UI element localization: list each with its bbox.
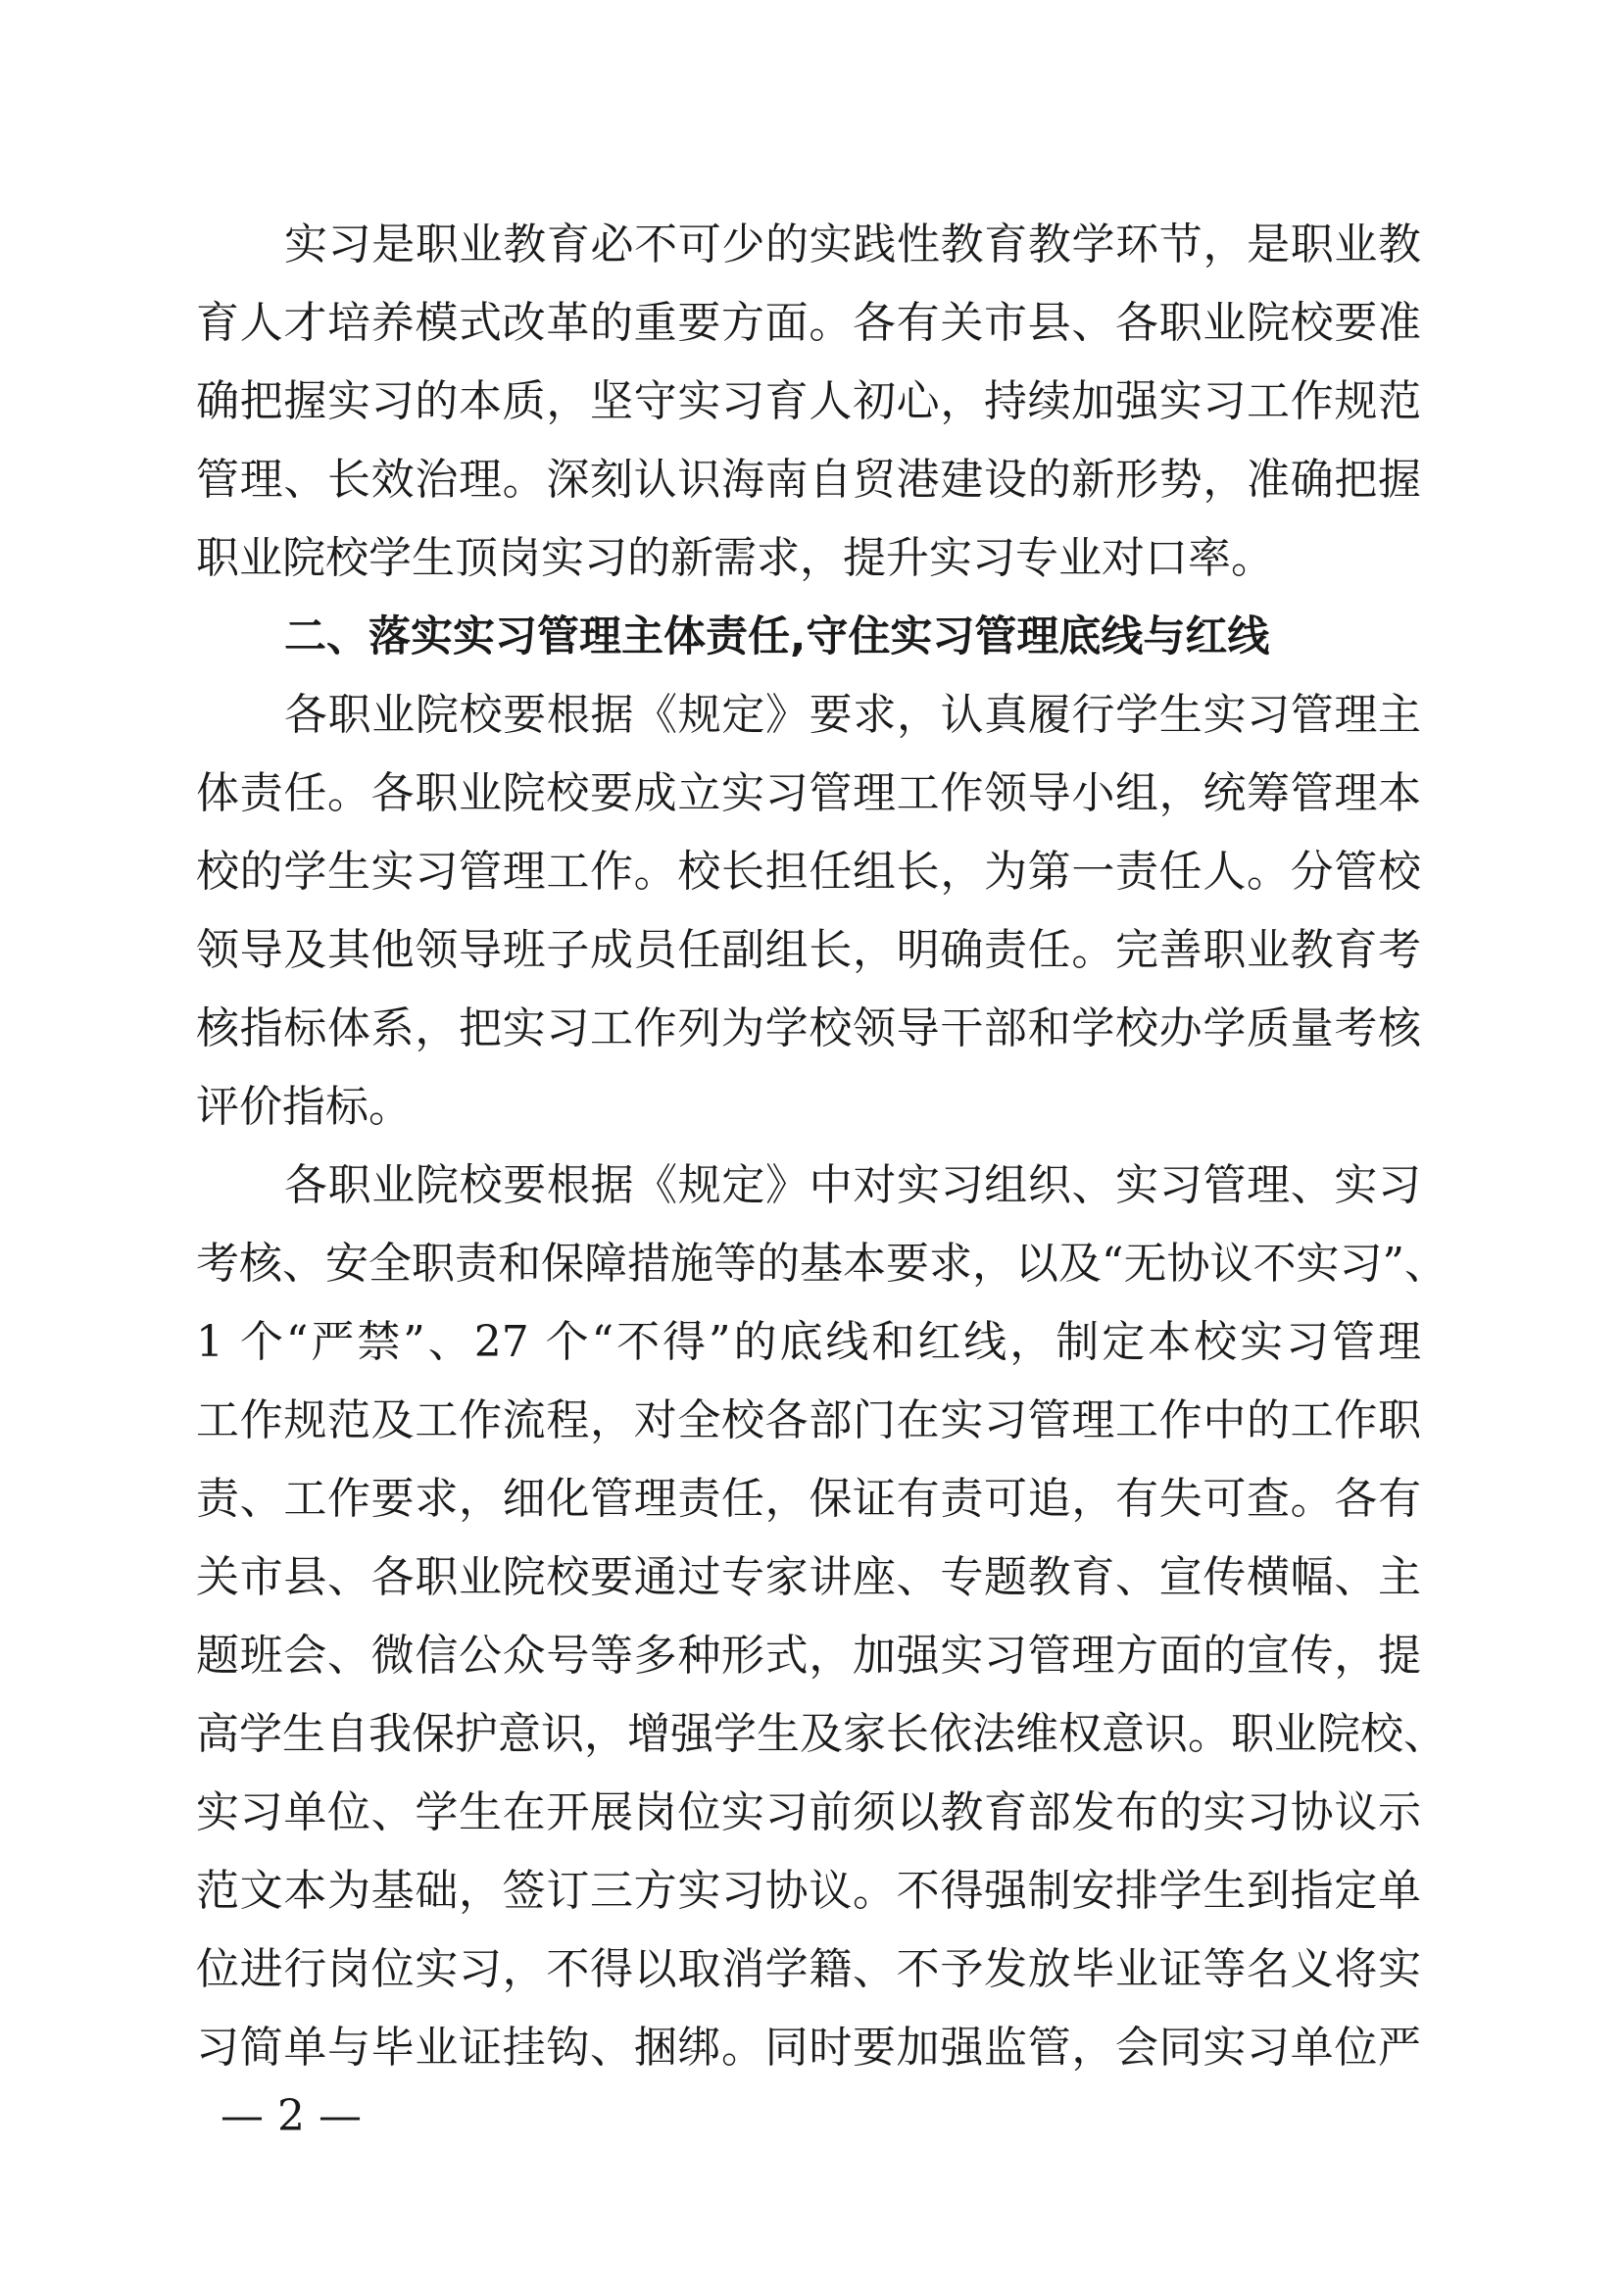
text-line: 体责任。各职业院校要成立实习管理工作领导小组，统筹管理本 (196, 768, 1421, 818)
text-line: 范文本为基础，签订三方实习协议。不得强制安排学生到指定单 (196, 1866, 1421, 1916)
text-line: 核指标体系，把实习工作列为学校领导干部和学校办学质量考核 (196, 1003, 1421, 1053)
text-line: 题班会、微信公众号等多种形式，加强实习管理方面的宣传，提 (196, 1631, 1421, 1681)
text-line: 育人才培养模式改革的重要方面。各有关市县、各职业院校要准 (196, 298, 1421, 348)
text-line: 责、工作要求，细化管理责任，保证有责可追，有失可查。各有 (196, 1474, 1421, 1524)
text-line: 各职业院校要根据《规定》要求，认真履行学生实习管理主 (284, 690, 1421, 740)
text-line: 校的学生实习管理工作。校长担任组长，为第一责任人。分管校 (196, 847, 1421, 897)
text-line: 位进行岗位实习，不得以取消学籍、不予发放毕业证等名义将实 (196, 1944, 1421, 1994)
text-line: 确把握实习的本质，坚守实习育人初心，持续加强实习工作规范 (196, 376, 1421, 426)
text-line: 各职业院校要根据《规定》中对实习组织、实习管理、实习 (284, 1160, 1421, 1210)
text-line: 关市县、各职业院校要通过专家讲座、专题教育、宣传横幅、主 (196, 1552, 1421, 1602)
text-line: 习简单与毕业证挂钩、捆绑。同时要加强监管，会同实习单位严 (196, 2023, 1421, 2073)
text-line: 实习是职业教育必不可少的实践性教育教学环节，是职业教 (284, 220, 1421, 269)
text-line: 1 个“严禁”、27 个“不得”的底线和红线，制定本校实习管理 (196, 1317, 1421, 1367)
text-line: 管理、长效治理。深刻认识海南自贸港建设的新形势，准确把握 (196, 455, 1421, 505)
section-heading: 二、落实实习管理主体责任,守住实习管理底线与红线 (284, 612, 1270, 661)
text-line: 职业院校学生顶岗实习的新需求，提升实习专业对口率。 (196, 533, 1274, 583)
text-line: 考核、安全职责和保障措施等的基本要求，以及“无协议不实习”、 (196, 1239, 1448, 1289)
text-line: 领导及其他领导班子成员任副组长，明确责任。完善职业教育考 (196, 925, 1421, 975)
text-line: 高学生自我保护意识，增强学生及家长依法维权意识。职业院校、 (196, 1709, 1447, 1759)
text-line: 工作规范及工作流程，对全校各部门在实习管理工作中的工作职 (196, 1395, 1421, 1445)
text-line: 实习单位、学生在开展岗位实习前须以教育部发布的实习协议示 (196, 1787, 1421, 1837)
text-line: 评价指标。 (196, 1082, 412, 1132)
page-number: — 2 — (221, 2091, 362, 2141)
